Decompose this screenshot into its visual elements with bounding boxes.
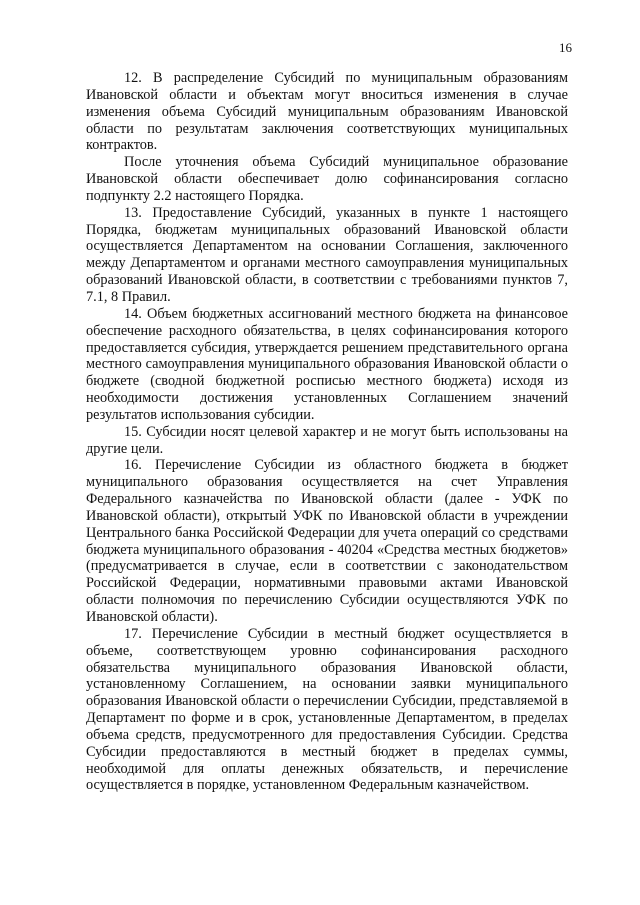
paragraph-13: 13. Предоставление Субсидий, указанных в пункте 1 настоящего Порядка, бюджетам муниципальных образований Ивановской области осуществляется Департаментом на основании Соглашения, заключенного между Департаментом и органами местного самоуправления муниципальных образований Ивановской области, в соответствии с требованиями пунктов 7, 7.1, 8 Правил.	[86, 204, 568, 305]
paragraph-12-continuation: После уточнения объема Субсидий муниципальное образование Ивановской области обеспечивает долю софинансирования согласно подпункту 2.2 настоящего Порядка.	[86, 154, 568, 204]
paragraph-12: 12. В распределение Субсидий по муниципальным образованиям Ивановской области и объектам могут вноситься изменения в случае изменения объема Субсидий муниципальным образованиям Ивановской области по результатам заключения соответствующих муниципальных контрактов.	[86, 70, 568, 154]
paragraph-15: 15. Субсидии носят целевой характер и не могут быть использованы на другие цели.	[86, 423, 568, 457]
paragraph-14: 14. Объем бюджетных ассигнований местного бюджета на финансовое обеспечение расходного обязательства, в целях софинансирования которого предоставляется субсидия, утверждается решением представительного органа местного самоуправления муниципального образования Ивановской области о бюджете (сводной бюджетной росписью местного бюджета) исходя из необходимости достижения установленных Соглашением значений результатов использования субсидии.	[86, 305, 568, 423]
page-number: 16	[559, 40, 572, 55]
paragraph-16: 16. Перечисление Субсидии из областного бюджета в бюджет муниципального образования осуществляется на счет Управления Федерального казначейства по Ивановской области (далее - УФК по Ивановской области), открытый УФК по Ивановской области в учреждении Центрального банка Российской Федерации для учета операций со средствами бюджета муниципального образования - 40204 «Средства местных бюджетов» (предусматривается в случае, если в соответствии с законодательством Российской Федерации, нормативными правовыми актами Ивановской области полномочия по перечислению Субсидии осуществляются УФК по Ивановской области).	[86, 457, 568, 625]
paragraph-17: 17. Перечисление Субсидии в местный бюджет осуществляется в объеме, соответствующем уровню софинансирования расходного обязательства муниципального образования Ивановской области, установленному Соглашением, на основании заявки муниципального образования Ивановской области о перечислении Субсидии, представляемой в Департамент по форме и в срок, установленные Департаментом, в пределах объема средств, предусмотренного для предоставления Субсидии. Средства Субсидии предоставляются в местный бюджет в пределах суммы, необходимой для оплаты денежных обязательств, и перечисление осуществляется в порядке, установленном Федеральным казначейством.	[86, 625, 568, 794]
document-body	[86, 70, 568, 794]
